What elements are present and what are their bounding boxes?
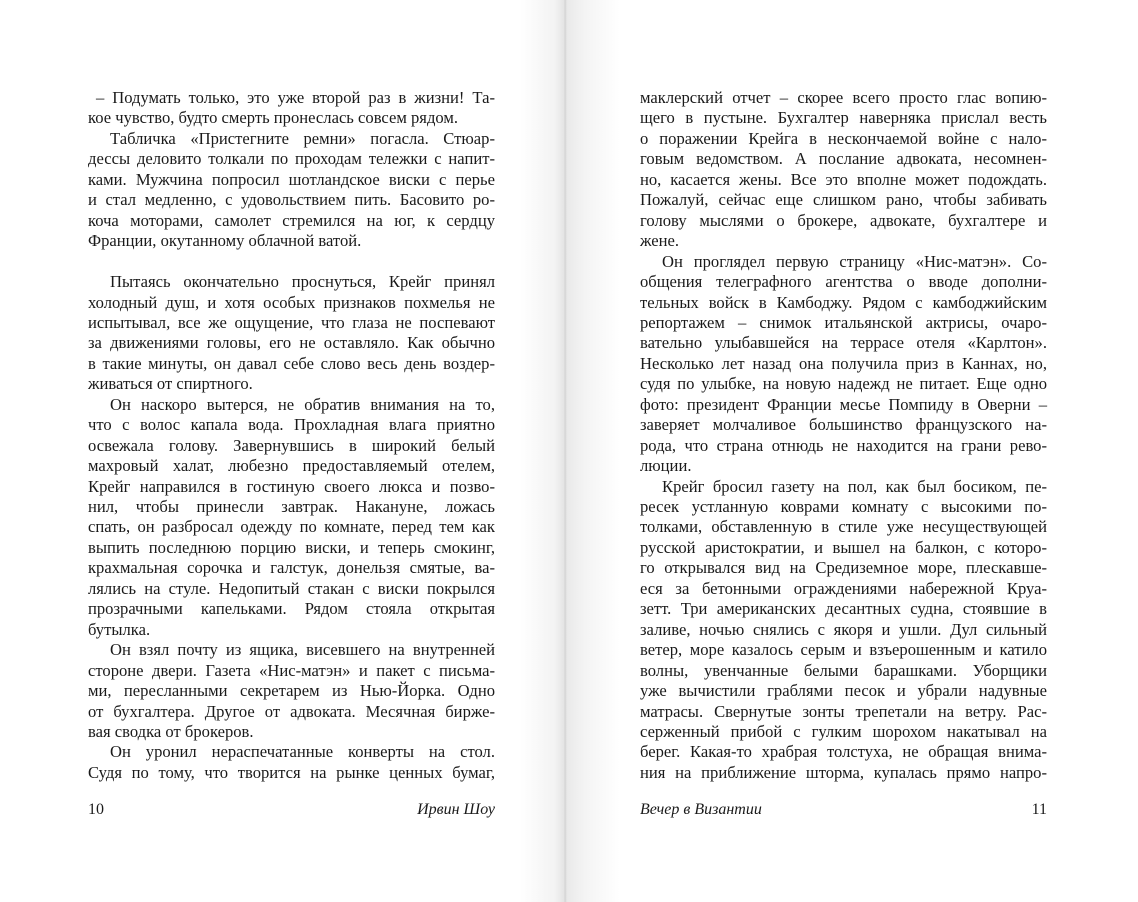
text-line: заливе, ночью снялись с якоря и ушли. Дул сильный [640,619,1047,639]
text-line: берег. Какая-то храбрая толстуха, не обращая внима- [640,742,1047,762]
text-line: испытывал, все же ощущение, что глаза не поспевают [88,312,495,332]
text-line: холодный душ, и хотя особых признаков похмелья не [88,292,495,312]
left-page [88,0,495,902]
text-line: тельных войск в Камбоджу. Рядом с камбоджийским [640,292,1047,312]
book-gutter [520,0,620,902]
running-head-author: Ирвин Шоу [417,801,495,818]
text-line: еся за бетонными ограждениями набережной Круа- [640,578,1047,598]
text-line: люции. [640,456,692,476]
text-line: бутылка. [88,619,151,639]
text-line: Он наскоро вытерся, не обратив внимания на то, [110,394,495,414]
text-line: Он взял почту из ящика, висевшего на внутренней [110,640,495,660]
text-line: Крейг направился в гостиную своего люкса и позво- [88,476,495,496]
text-line: Пытаясь окончательно проснуться, Крейг принял [110,272,495,292]
text-line: щего в пустыне. Бухгалтер наверняка прислал весть [640,108,1047,128]
text-line: живаться от спиртного. [88,374,253,394]
text-line: за движениями головы, его не оставляло. Как обычно [88,333,495,353]
text-line: Судя по тому, что творится на рынке ценных бумаг, [88,762,495,782]
text-line: и стал медленно, с удовольствием пить. Басовито ро- [88,190,495,210]
text-line: спать, он разбросал одежду по комнате, перед тем как [88,517,495,537]
text-line: стороне двери. Газета «Нис-матэн» и пакет с письма- [88,660,495,680]
text-line: коча моторами, самолет стремился на юг, к сердцу [88,210,495,230]
text-line: нил, чтобы принесли завтрак. Накануне, ложась [88,497,495,516]
text-line: о поражении Крейга в нескончаемой войне с нало- [640,128,1047,148]
text-line: прозрачными капельками. Рядом стояла открытая [88,599,495,619]
text-line: махровый халат, любезно предоставляемый отелем, [88,456,495,476]
text-line: уже вычистили граблями песок и убрали надувные [640,681,1047,701]
text-line: выпить последнюю порцию виски, и теперь смокинг, [88,537,495,557]
text-line: освежала голову. Завернувшись в широкий белый [88,435,495,455]
text-line: в такие минуты, он давал себе слово весь день воздер- [88,353,495,373]
text-line: – Подумать только, это уже второй раз в жизни! Та- [96,88,495,107]
text-line: жене. [640,231,680,251]
text-line: ветер, море казалось серым и взъерошенным и катило [640,640,1047,660]
text-line: ресек устланную коврами комнату с высокими по- [640,497,1047,516]
text-line: вательно улыбавшейся на террасе отеля «Карлтон». [640,333,1047,353]
running-head-title: Вечер в Византии [640,801,762,818]
right-page [640,0,1047,902]
text-line: Табличка «Пристегните ремни» погасла. Стюар- [110,128,495,148]
text-line: Пожалуй, сейчас еще слишком рано, чтобы забивать [640,190,1047,210]
text-line: что с волос капала вода. Прохладная влага приятно [88,415,495,435]
text-line: лялись на стуле. Недопитый стакан с виски покрылся [88,578,495,598]
text-line: судя по улыбке, на новую надежд не питает. Еще одно [640,374,1047,394]
text-line: толками, обставленную в стиле уже несуществующей [640,517,1047,537]
text-line: но, касается жены. Все это вполне может подождать. [640,169,1047,189]
text-line: Крейг бросил газету на пол, как был босиком, пе- [662,476,1047,496]
text-line: волны, увенчанные белыми барашками. Уборщики [640,660,1047,680]
text-line: от бухгалтера. Другое от адвоката. Месячная бирже- [88,701,495,721]
text-line: Он уронил нераспечатанные конверты на стол. [110,742,495,762]
text-line: говым ведомством. А послание адвоката, несомнен- [640,149,1047,169]
text-line: фото: президент Франции месье Помпиду в Оверни – [640,394,1047,414]
text-line: Он проглядел первую страницу «Нис-матэн». Со- [662,251,1047,271]
page-number: 10 [88,801,104,818]
text-line: Несколько лет назад она получила приз в Каннах, но, [640,353,1047,373]
text-line: Франции, окутанному облачной ватой. [88,231,362,251]
text-line: русской аристократии, и вышел на балкон, с которо- [640,537,1047,557]
text-line: крахмальная сорочка и галстук, донельзя смятые, ва- [88,558,495,578]
text-line: рода, что страна отнюдь не находится на грани рево- [640,435,1047,455]
text-line: матрасы. Свернутые зонты трепетали на ветру. Рас- [640,701,1047,721]
text-line: ми, пересланными секретарем из Нью-Йорка. Одно [88,681,495,701]
text-line: зетт. Три американских десантных судна, стоявшие в [640,599,1047,619]
text-line: ния на приближение шторма, купалась прямо напро- [640,762,1047,782]
text-line: серженный прибой с гулким шорохом накатывал на [640,721,1047,741]
page-number: 11 [1031,801,1047,818]
text-line: репортажем – снимок итальянской актрисы, очаро- [640,312,1047,332]
text-line: го открывался вид на Средиземное море, плескавше- [640,558,1047,578]
text-line: маклерский отчет – скорее всего просто глас вопию- [640,88,1047,107]
text-line: общения телеграфного агентства о вводе дополни- [640,272,1047,292]
text-line: вая сводка от брокеров. [88,721,254,741]
text-line: заверяет молчаливое большинство французского на- [640,415,1047,435]
text-line: кое чувство, будто смерть пронеслась совсем рядом. [88,108,459,128]
text-line: ками. Мужчина попросил шотландское виски с перье [88,169,495,189]
text-line: голову мыслями о брокере, адвокате, бухгалтере и [640,210,1047,230]
text-line: дессы деловито толкали по проходам тележки с напит- [88,149,495,169]
